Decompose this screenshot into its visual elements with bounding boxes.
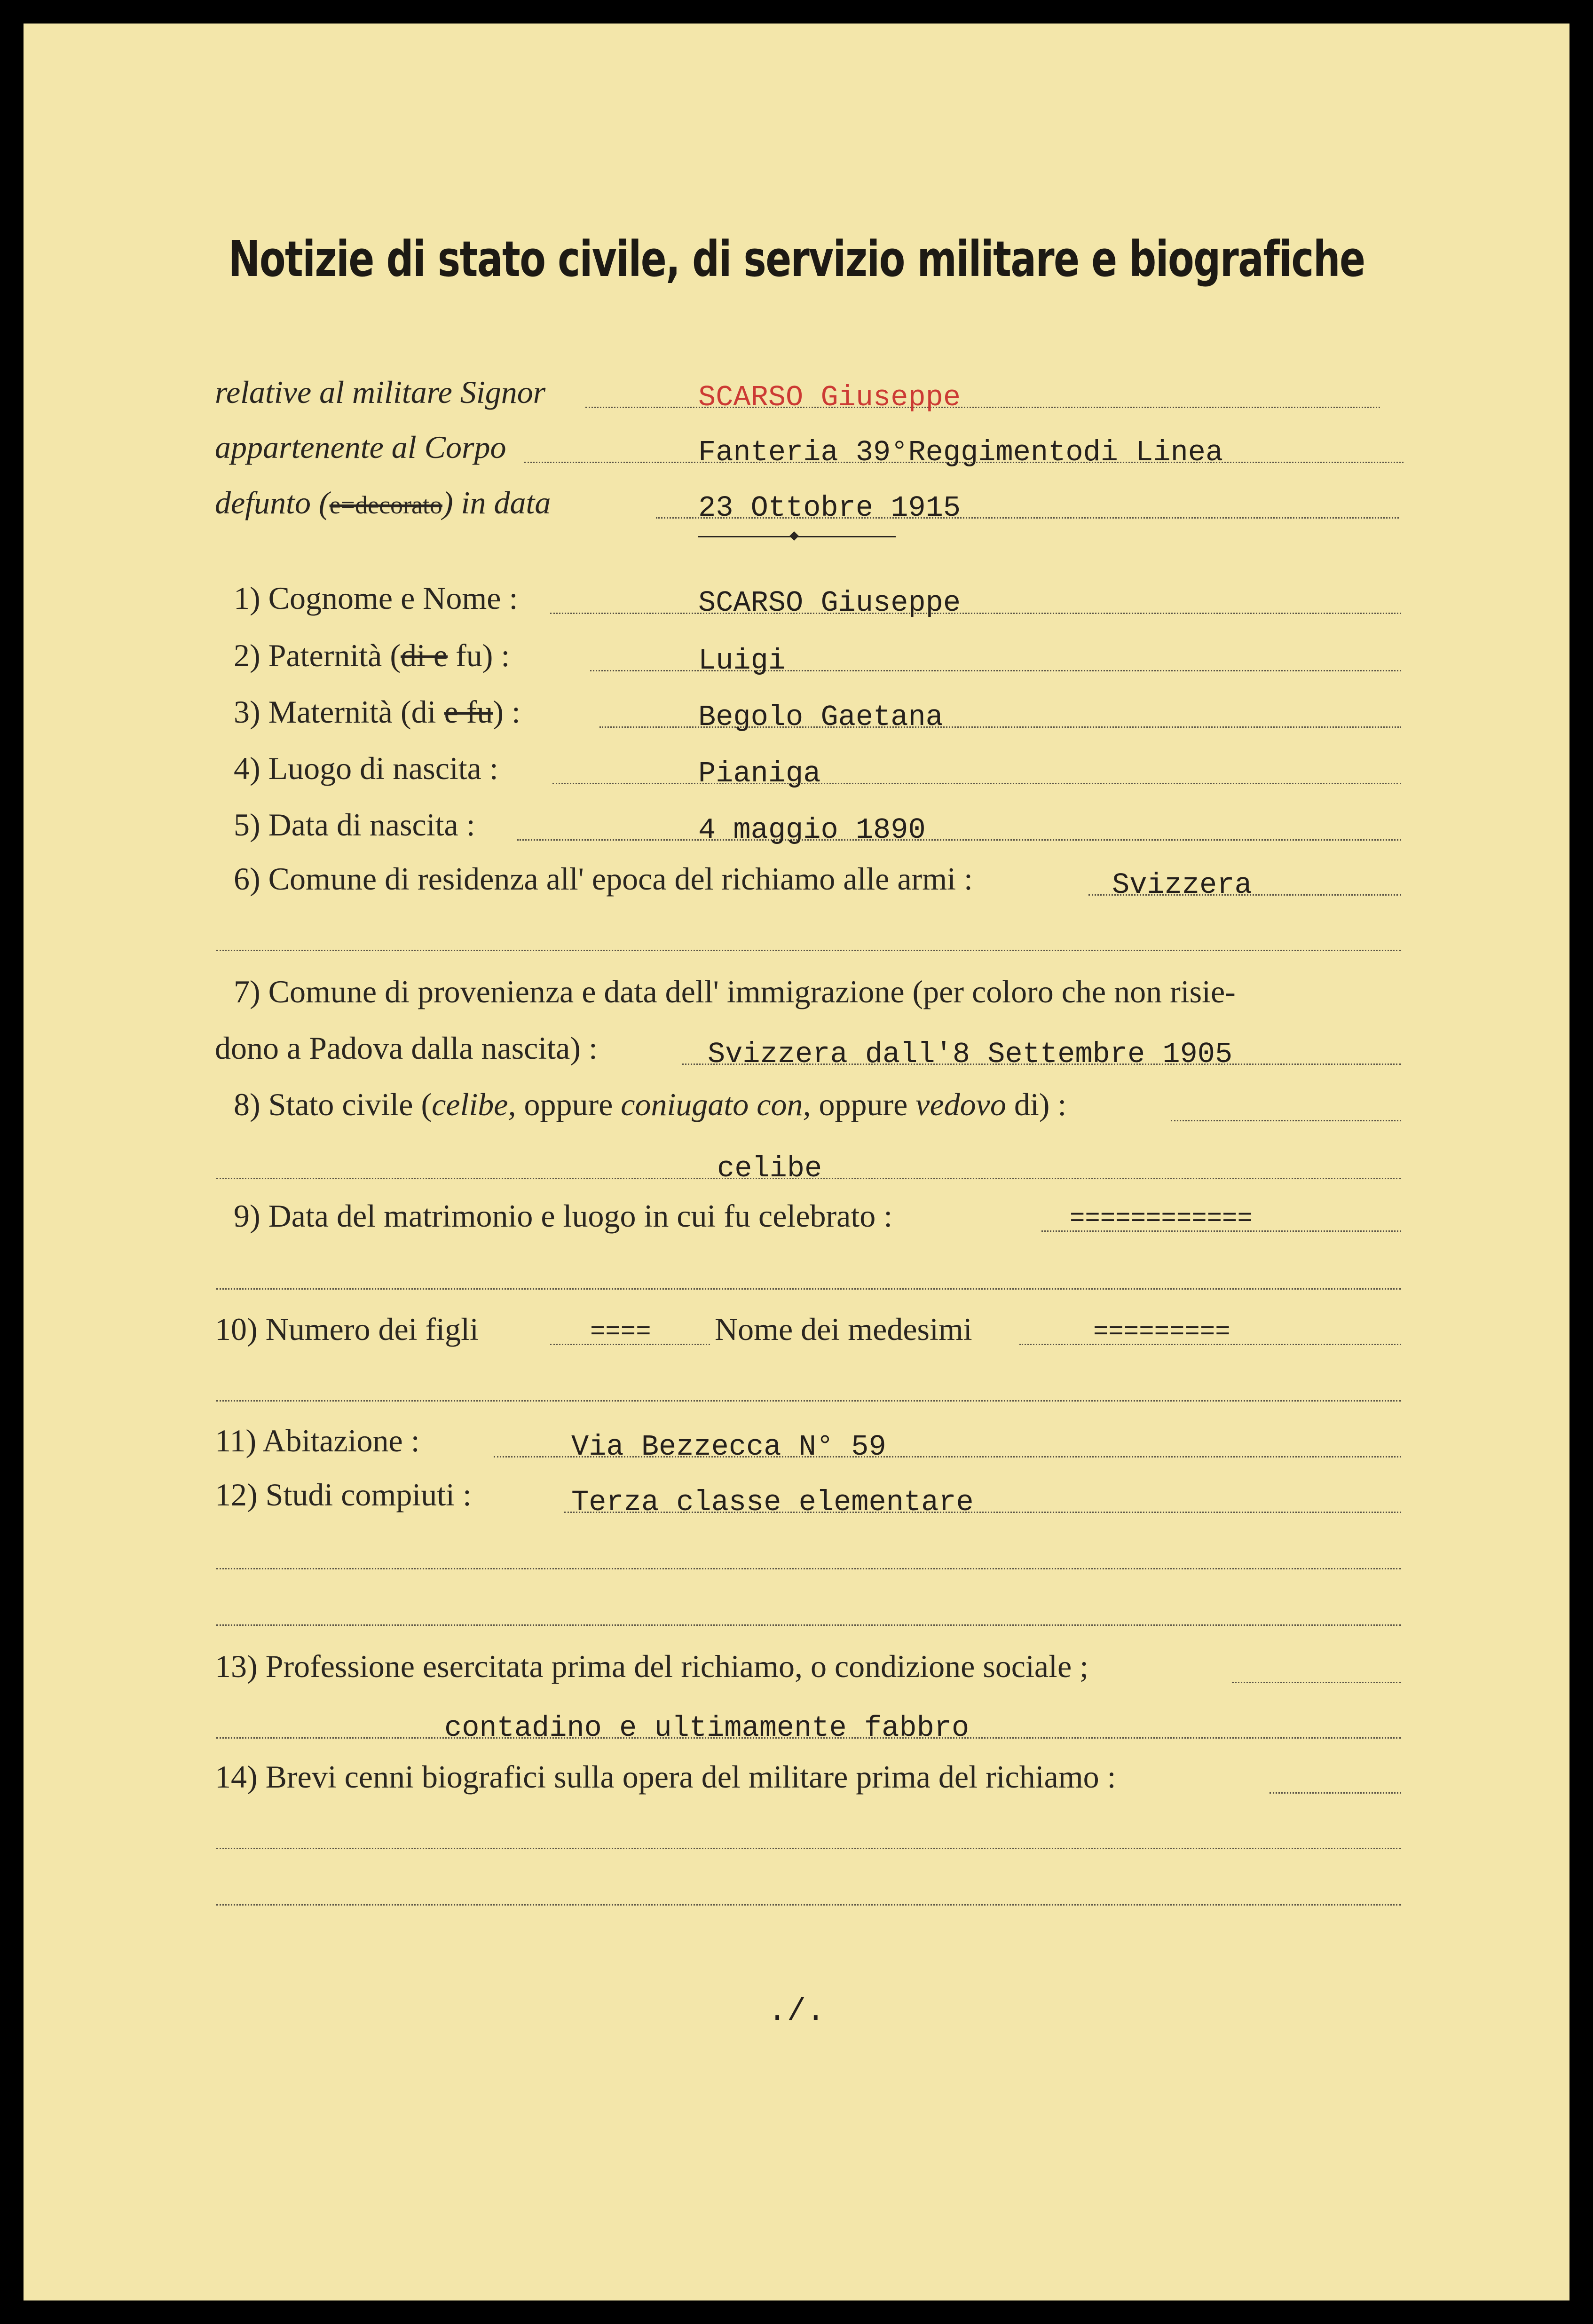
q8-line bbox=[1171, 1120, 1401, 1121]
q10-label: 10) Numero dei figli bbox=[215, 1311, 479, 1347]
q10-line-2 bbox=[216, 1400, 1401, 1402]
q10-value: ==== bbox=[590, 1318, 651, 1347]
continuation-mark: ./. bbox=[767, 1993, 826, 2030]
data-value: 23 Ottobre 1915 bbox=[698, 491, 961, 525]
q2-struck: di e bbox=[400, 638, 448, 673]
q12-label: 12) Studi compiuti : bbox=[215, 1477, 472, 1513]
q14-line bbox=[1270, 1792, 1401, 1794]
defunto-label: defunto (e=decorato) in data bbox=[215, 485, 551, 520]
q5-line bbox=[517, 839, 1401, 841]
signor-label: relative al militare Signor bbox=[215, 374, 546, 410]
q8-label: 8) Stato civile (celibe, oppure coniugato con, oppure vedovo di) : bbox=[234, 1087, 1067, 1122]
q3-value: Begolo Gaetana bbox=[698, 701, 943, 734]
q9-label: 9) Data del matrimonio e luogo in cui fu celebrato : bbox=[234, 1198, 893, 1234]
q13-value: contadino e ultimamente fabbro bbox=[444, 1711, 970, 1745]
q3-label: 3) Maternità (di e fu) : bbox=[234, 694, 520, 730]
corpo-label: appartenente al Corpo bbox=[215, 429, 506, 465]
q14-label: 14) Brevi cenni biografici sulla opera del militare prima del richiamo : bbox=[215, 1759, 1116, 1795]
q4-value: Pianiga bbox=[698, 757, 821, 790]
q8-value: celibe bbox=[717, 1152, 822, 1185]
q4-label: 4) Luogo di nascita : bbox=[234, 750, 498, 786]
q10-names-label: Nome dei medesimi bbox=[715, 1311, 972, 1347]
q11-value: Via Bezzecca N° 59 bbox=[571, 1430, 886, 1464]
corpo-value: Fanteria 39°Reggimentodi Linea bbox=[698, 436, 1223, 469]
q1-label: 1) Cognome e Nome : bbox=[234, 580, 518, 616]
q5-value: 4 maggio 1890 bbox=[698, 813, 926, 847]
q7-label-line1: 7) Comune di provenienza e data dell' immigrazione (per coloro che non risie- bbox=[234, 974, 1236, 1009]
q4-line bbox=[552, 783, 1401, 784]
q7-value: Svizzera dall'8 Settembre 1905 bbox=[708, 1038, 1233, 1071]
q13-line bbox=[1232, 1682, 1401, 1683]
q14-line-2 bbox=[216, 1848, 1401, 1849]
q10-names-value: ========= bbox=[1093, 1318, 1230, 1347]
q5-label: 5) Data di nascita : bbox=[234, 807, 475, 843]
q9-line-2 bbox=[216, 1288, 1401, 1290]
document-page bbox=[24, 24, 1569, 2300]
q2-label: 2) Paternità (di e fu) : bbox=[234, 638, 510, 673]
q13-label: 13) Professione esercitata prima del richiamo, o condizione sociale ; bbox=[215, 1648, 1089, 1684]
q1-line bbox=[550, 613, 1401, 614]
q12-value: Terza classe elementare bbox=[571, 1486, 974, 1519]
q6-value: Svizzera bbox=[1112, 868, 1252, 902]
q3-struck: e fu bbox=[444, 694, 493, 730]
q2-value: Luigi bbox=[698, 644, 786, 678]
q6-line-2 bbox=[216, 950, 1401, 951]
q7-label-line2: dono a Padova dalla nascita) : bbox=[215, 1030, 598, 1066]
defunto-struck: e=decorato bbox=[329, 491, 442, 519]
page-title: Notizie di stato civile, di servizio militare e biografiche bbox=[228, 230, 1365, 288]
separator-diamond bbox=[789, 531, 799, 541]
q12-line-3 bbox=[216, 1624, 1401, 1626]
signor-value: SCARSO Giuseppe bbox=[698, 381, 961, 414]
q6-label: 6) Comune di residenza all' epoca del richiamo alle armi : bbox=[234, 861, 973, 897]
q12-line-2 bbox=[216, 1568, 1401, 1569]
q14-line-3 bbox=[216, 1904, 1401, 1906]
q11-label: 11) Abitazione : bbox=[215, 1423, 420, 1458]
q9-value: ============ bbox=[1070, 1205, 1253, 1233]
q1-value: SCARSO Giuseppe bbox=[698, 586, 961, 620]
